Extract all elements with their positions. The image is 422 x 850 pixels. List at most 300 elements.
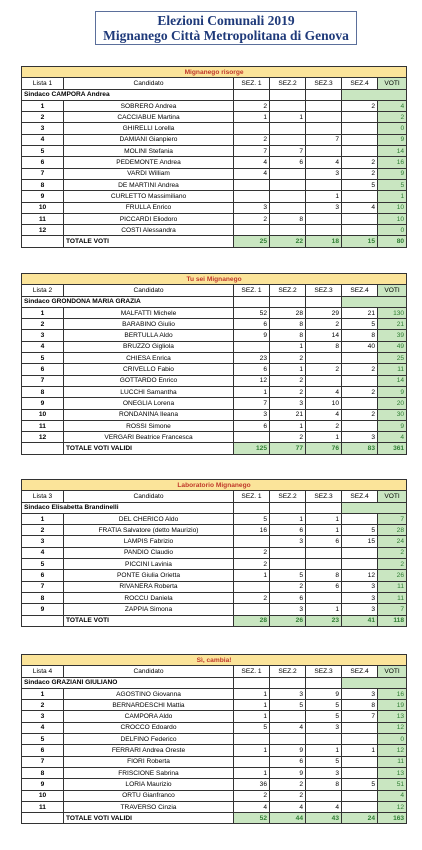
candidate-number: 8 (22, 767, 64, 778)
candidate-row (22, 157, 407, 168)
candidate-number: 2 (22, 112, 64, 123)
sez4-votes: 1 (342, 745, 378, 756)
sez3-votes (306, 100, 342, 111)
sez1-votes: 2 (234, 547, 270, 558)
header-row (22, 78, 407, 89)
total-sez1: 125 (234, 443, 270, 454)
sez1-votes: 3 (234, 202, 270, 213)
total-votes: 12 (378, 801, 407, 812)
sez4-votes (342, 225, 378, 236)
candidate-row (22, 604, 407, 615)
candidate-number: 1 (22, 100, 64, 111)
sez3-votes: 3 (306, 767, 342, 778)
candidate-row (22, 536, 407, 547)
sez1-votes (234, 179, 270, 190)
sez4-votes: 2 (342, 157, 378, 168)
sez4-votes (342, 123, 378, 134)
total-votes: 11 (378, 364, 407, 375)
empty-cell (22, 236, 64, 247)
sez2-votes (270, 134, 306, 145)
sez2-votes (270, 191, 306, 202)
sez4-votes: 3 (342, 581, 378, 592)
empty-cell (306, 296, 342, 307)
candidate-name: FRISCIONE Sabrina (64, 767, 234, 778)
list-number: Lista 2 (22, 285, 64, 296)
total-votes: 14 (378, 375, 407, 386)
total-votes: 9 (378, 386, 407, 397)
sez3-votes: 3 (306, 168, 342, 179)
candidate-number: 4 (22, 134, 64, 145)
sez2-votes: 1 (270, 341, 306, 352)
sez3-votes: 6 (306, 536, 342, 547)
sez1-votes (234, 536, 270, 547)
candidate-number: 2 (22, 319, 64, 330)
candidate-number: 10 (22, 790, 64, 801)
sez1-votes: 36 (234, 779, 270, 790)
sez4-votes: 3 (342, 688, 378, 699)
candidate-number: 3 (22, 123, 64, 134)
candidate-number: 5 (22, 146, 64, 157)
list-name: Tu sei Mignanego (22, 274, 407, 285)
header-candidato: Candidato (64, 491, 234, 502)
total-sez4: 24 (342, 813, 378, 824)
total-votes: 19 (378, 700, 407, 711)
total-votes: 13 (378, 711, 407, 722)
sez1-votes (234, 581, 270, 592)
candidate-row (22, 688, 407, 699)
total-label: TOTALE VOTI VALIDI (64, 813, 234, 824)
total-votes: 11 (378, 756, 407, 767)
sez3-votes (306, 213, 342, 224)
list-name: Mignanego risorge (22, 67, 407, 78)
candidate-name: BERNARDESCHI Mattia (64, 700, 234, 711)
total-voti: 118 (378, 615, 407, 626)
header-sez1: SEZ. 1 (234, 78, 270, 89)
sez4-votes (342, 134, 378, 145)
empty-cell (342, 296, 407, 307)
total-row (22, 443, 407, 454)
candidate-name: PICCINI Lavinia (64, 559, 234, 570)
candidate-row (22, 722, 407, 733)
sez4-votes: 2 (342, 168, 378, 179)
sez2-votes (270, 179, 306, 190)
candidate-row (22, 319, 407, 330)
sez3-votes (306, 225, 342, 236)
candidate-row (22, 801, 407, 812)
sez2-votes: 2 (270, 779, 306, 790)
sez1-votes (234, 734, 270, 745)
total-label: TOTALE VOTI (64, 615, 234, 626)
candidate-number: 8 (22, 386, 64, 397)
candidate-row (22, 386, 407, 397)
sez2-votes (270, 168, 306, 179)
candidate-name: CURLETTO Massimiliano (64, 191, 234, 202)
list-number: Lista 3 (22, 491, 64, 502)
sez1-votes: 7 (234, 398, 270, 409)
sez4-votes (342, 213, 378, 224)
sez1-votes (234, 225, 270, 236)
sez3-votes: 8 (306, 779, 342, 790)
empty-cell (270, 89, 306, 100)
sez1-votes (234, 432, 270, 443)
sez1-votes: 1 (234, 688, 270, 699)
sindaco-name: Sindaco GRONDONA MARIA GRAZIA (22, 296, 234, 307)
candidate-row (22, 432, 407, 443)
sez2-votes: 2 (270, 375, 306, 386)
sez2-votes (270, 547, 306, 558)
sez4-votes: 5 (342, 779, 378, 790)
header-sez4: SEZ.4 (342, 491, 378, 502)
candidate-number: 5 (22, 353, 64, 364)
empty-cell (342, 502, 407, 513)
empty-cell (342, 89, 407, 100)
sez2-votes: 8 (270, 319, 306, 330)
sez4-votes: 5 (342, 525, 378, 536)
candidate-row (22, 767, 407, 778)
sez4-votes: 3 (342, 604, 378, 615)
total-votes: 11 (378, 581, 407, 592)
sez4-votes (342, 801, 378, 812)
sez2-votes: 3 (270, 604, 306, 615)
sez4-votes (342, 767, 378, 778)
sez3-votes: 4 (306, 157, 342, 168)
sez1-votes: 1 (234, 700, 270, 711)
candidate-name: CROCCO Edoardo (64, 722, 234, 733)
sez1-votes: 16 (234, 525, 270, 536)
sez1-votes: 52 (234, 307, 270, 318)
candidate-number: 8 (22, 592, 64, 603)
sez4-votes: 2 (342, 409, 378, 420)
candidate-name: FRATIA Salvatore (detto Maurizio) (64, 525, 234, 536)
total-votes: 7 (378, 513, 407, 524)
sez1-votes (234, 604, 270, 615)
empty-cell (22, 813, 64, 824)
sez2-votes (270, 225, 306, 236)
sez1-votes: 6 (234, 420, 270, 431)
candidate-row (22, 790, 407, 801)
candidate-row (22, 513, 407, 524)
sez1-votes: 2 (234, 790, 270, 801)
candidate-row (22, 711, 407, 722)
sez3-votes: 2 (306, 319, 342, 330)
candidate-row (22, 353, 407, 364)
total-votes: 9 (378, 420, 407, 431)
candidate-row (22, 191, 407, 202)
candidate-number: 12 (22, 432, 64, 443)
sez1-votes: 1 (234, 112, 270, 123)
total-label: TOTALE VOTI VALIDI (64, 443, 234, 454)
sez2-votes (270, 100, 306, 111)
header-row (22, 285, 407, 296)
sez1-votes (234, 191, 270, 202)
sez2-votes: 1 (270, 364, 306, 375)
candidate-number: 2 (22, 525, 64, 536)
sez1-votes: 6 (234, 319, 270, 330)
header-row (22, 666, 407, 677)
candidate-name: GHIRELLI Lorella (64, 123, 234, 134)
candidate-number: 11 (22, 801, 64, 812)
candidate-row (22, 409, 407, 420)
total-sez4: 41 (342, 615, 378, 626)
candidate-row (22, 179, 407, 190)
header-sez2: SEZ.2 (270, 78, 306, 89)
sez1-votes: 3 (234, 409, 270, 420)
candidate-name: RIVANERA Roberta (64, 581, 234, 592)
candidate-name: GOTTARDO Enrico (64, 375, 234, 386)
sez4-votes (342, 734, 378, 745)
header-row (22, 491, 407, 502)
sez3-votes: 1 (306, 604, 342, 615)
total-votes: 130 (378, 307, 407, 318)
header-sez1: SEZ. 1 (234, 285, 270, 296)
sez1-votes: 4 (234, 168, 270, 179)
candidate-row (22, 202, 407, 213)
total-votes: 51 (378, 779, 407, 790)
total-sez2: 22 (270, 236, 306, 247)
candidate-row (22, 307, 407, 318)
candidate-number: 7 (22, 375, 64, 386)
candidate-number: 11 (22, 213, 64, 224)
sez4-votes: 8 (342, 700, 378, 711)
list-band-row (22, 480, 407, 491)
sez3-votes (306, 123, 342, 134)
candidate-number: 9 (22, 191, 64, 202)
empty-cell (234, 296, 270, 307)
sez1-votes (234, 123, 270, 134)
candidate-number: 1 (22, 513, 64, 524)
candidate-name: DE MARTINI Andrea (64, 179, 234, 190)
sez4-votes (342, 756, 378, 767)
candidate-number: 6 (22, 745, 64, 756)
total-votes: 26 (378, 570, 407, 581)
header-sez3: SEZ.3 (306, 491, 342, 502)
candidate-row (22, 592, 407, 603)
header-candidato: Candidato (64, 285, 234, 296)
sez4-votes: 2 (342, 364, 378, 375)
total-votes: 20 (378, 398, 407, 409)
sez4-votes: 7 (342, 711, 378, 722)
sez2-votes: 7 (270, 146, 306, 157)
total-votes: 2 (378, 547, 407, 558)
total-votes: 39 (378, 330, 407, 341)
sez3-votes: 9 (306, 688, 342, 699)
sez2-votes: 2 (270, 581, 306, 592)
candidate-row (22, 547, 407, 558)
candidate-number: 1 (22, 307, 64, 318)
total-votes: 14 (378, 146, 407, 157)
candidate-name: FRULLA Enrico (64, 202, 234, 213)
list-table (21, 273, 407, 455)
candidate-name: PICCARDI Eliodoro (64, 213, 234, 224)
sez4-votes: 3 (342, 592, 378, 603)
candidate-name: DAMIANI Gianpiero (64, 134, 234, 145)
sez3-votes: 1 (306, 745, 342, 756)
sez1-votes: 4 (234, 801, 270, 812)
sez2-votes: 1 (270, 420, 306, 431)
empty-cell (306, 677, 342, 688)
sez4-votes: 8 (342, 330, 378, 341)
sez3-votes: 3 (306, 722, 342, 733)
header-sez1: SEZ. 1 (234, 666, 270, 677)
candidate-row (22, 123, 407, 134)
candidate-number: 1 (22, 688, 64, 699)
candidate-number: 4 (22, 341, 64, 352)
sez2-votes: 2 (270, 386, 306, 397)
title-line-1: Elezioni Comunali 2019 (157, 13, 295, 28)
sindaco-row (22, 89, 407, 100)
sez3-votes: 2 (306, 364, 342, 375)
sez3-votes: 8 (306, 570, 342, 581)
candidate-number: 5 (22, 559, 64, 570)
candidate-number: 9 (22, 604, 64, 615)
candidate-number: 6 (22, 364, 64, 375)
candidate-name: ORTU Gianfranco (64, 790, 234, 801)
total-sez2: 77 (270, 443, 306, 454)
total-votes: 11 (378, 592, 407, 603)
empty-cell (270, 502, 306, 513)
sez3-votes: 8 (306, 341, 342, 352)
empty-cell (234, 677, 270, 688)
total-votes: 12 (378, 745, 407, 756)
total-votes: 4 (378, 790, 407, 801)
list-table (21, 654, 407, 824)
total-votes: 0 (378, 225, 407, 236)
candidate-name: LUCCHI Samantha (64, 386, 234, 397)
sez4-votes (342, 722, 378, 733)
candidate-row (22, 398, 407, 409)
candidate-name: PANDIO Claudio (64, 547, 234, 558)
sez4-votes: 40 (342, 341, 378, 352)
total-votes: 13 (378, 767, 407, 778)
sez3-votes: 14 (306, 330, 342, 341)
sez1-votes: 7 (234, 146, 270, 157)
candidate-number: 6 (22, 157, 64, 168)
total-label: TOTALE VOTI (64, 236, 234, 247)
empty-cell (22, 615, 64, 626)
list-table (21, 479, 407, 627)
candidate-name: SOBRERO Andrea (64, 100, 234, 111)
page-title (95, 11, 357, 45)
candidate-number: 10 (22, 409, 64, 420)
candidate-row (22, 134, 407, 145)
sez3-votes (306, 112, 342, 123)
sez1-votes: 2 (234, 100, 270, 111)
candidate-name: DELFINO Federico (64, 734, 234, 745)
candidate-number: 7 (22, 756, 64, 767)
total-sez3: 76 (306, 443, 342, 454)
sez2-votes: 9 (270, 767, 306, 778)
sez2-votes: 6 (270, 756, 306, 767)
candidate-name: TRAVERSO Cinzia (64, 801, 234, 812)
sez2-votes: 6 (270, 525, 306, 536)
empty-cell (306, 502, 342, 513)
sez2-votes (270, 202, 306, 213)
sez4-votes: 5 (342, 319, 378, 330)
sez2-votes: 21 (270, 409, 306, 420)
sez4-votes (342, 790, 378, 801)
candidate-name: LAMPIS Fabrizio (64, 536, 234, 547)
sez1-votes: 6 (234, 364, 270, 375)
total-sez3: 23 (306, 615, 342, 626)
header-sez2: SEZ.2 (270, 491, 306, 502)
total-votes: 25 (378, 353, 407, 364)
empty-cell (342, 677, 407, 688)
candidate-row (22, 213, 407, 224)
sez4-votes (342, 398, 378, 409)
candidate-name: BARABINO Giulio (64, 319, 234, 330)
total-sez3: 43 (306, 813, 342, 824)
candidate-row (22, 700, 407, 711)
total-votes: 30 (378, 409, 407, 420)
candidate-name: ONEGLIA Lorena (64, 398, 234, 409)
sez4-votes (342, 146, 378, 157)
sez4-votes: 2 (342, 100, 378, 111)
header-sez4: SEZ.4 (342, 78, 378, 89)
candidate-name: ROCCU Daniela (64, 592, 234, 603)
list-name: Laboratorio Mignanego (22, 480, 407, 491)
sez3-votes: 7 (306, 134, 342, 145)
total-sez1: 28 (234, 615, 270, 626)
sez2-votes: 6 (270, 157, 306, 168)
sez4-votes: 5 (342, 179, 378, 190)
sez3-votes: 10 (306, 398, 342, 409)
candidate-name: PEDEMONTE Andrea (64, 157, 234, 168)
candidate-name: ROSSI Simone (64, 420, 234, 431)
candidate-row (22, 734, 407, 745)
sez1-votes: 12 (234, 375, 270, 386)
candidate-name: BRUZZO Gigliola (64, 341, 234, 352)
header-sez2: SEZ.2 (270, 285, 306, 296)
total-votes: 4 (378, 100, 407, 111)
candidate-row (22, 168, 407, 179)
header-sez3: SEZ.3 (306, 78, 342, 89)
candidate-name: AGOSTINO Giovanna (64, 688, 234, 699)
candidate-number: 5 (22, 734, 64, 745)
total-votes: 24 (378, 536, 407, 547)
header-candidato: Candidato (64, 666, 234, 677)
total-votes: 7 (378, 604, 407, 615)
total-row (22, 615, 407, 626)
sez4-votes (342, 513, 378, 524)
header-sez3: SEZ.3 (306, 285, 342, 296)
list-name: Sì, cambia! (22, 655, 407, 666)
candidate-number: 3 (22, 536, 64, 547)
sez4-votes (342, 191, 378, 202)
total-votes: 10 (378, 202, 407, 213)
sez3-votes: 1 (306, 191, 342, 202)
total-sez1: 52 (234, 813, 270, 824)
candidate-row (22, 330, 407, 341)
sez2-votes (270, 711, 306, 722)
candidate-row (22, 525, 407, 536)
candidate-row (22, 581, 407, 592)
sez3-votes: 1 (306, 525, 342, 536)
empty-cell (306, 89, 342, 100)
total-votes: 28 (378, 525, 407, 536)
sez3-votes: 5 (306, 711, 342, 722)
sez2-votes: 1 (270, 112, 306, 123)
candidate-number: 4 (22, 722, 64, 733)
list-number: Lista 4 (22, 666, 64, 677)
sez1-votes (234, 756, 270, 767)
sez3-votes (306, 734, 342, 745)
sez3-votes (306, 547, 342, 558)
header-sez4: SEZ.4 (342, 285, 378, 296)
list-band-row (22, 67, 407, 78)
candidate-number: 12 (22, 225, 64, 236)
sez4-votes (342, 353, 378, 364)
candidate-row (22, 779, 407, 790)
